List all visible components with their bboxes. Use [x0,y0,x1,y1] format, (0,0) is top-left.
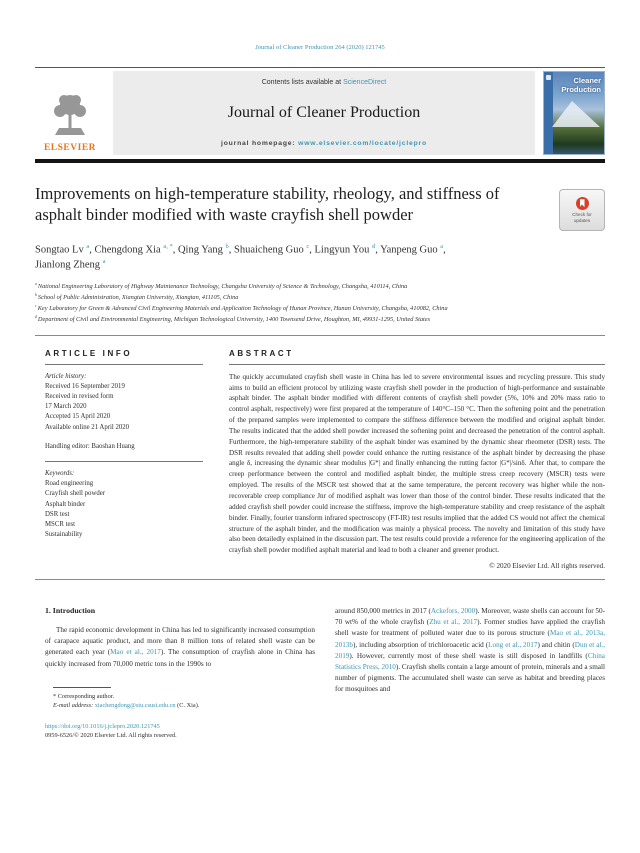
affiliation-line: $^b$ School of Public Administration, Xiangtan University, Xiangtan, 411105, China [35,293,239,302]
bookmark-glyph [580,199,585,207]
issn-copyright-line: 0959-6526/© 2020 Elsevier Ltd. All rights reserved. [45,732,177,739]
keyword-line: Sustainability [45,531,83,539]
keyword-line: Asphalt binder [45,500,86,508]
history-line: Accepted 15 April 2020 [45,413,111,421]
introduction-heading: 1. Introduction [45,606,96,616]
paper-title: Improvements on high-temperature stability, rheology, and stiffness of asphalt binder modified with waste crayfish shell powder [35,184,500,225]
citation-link[interactable]: ScienceDirect [343,79,387,86]
abstract-column [229,349,605,570]
spacer [45,433,203,442]
citation-link[interactable]: China Statistics Press, 2010 [335,651,605,671]
contents-availability-line: Contents lists available at ScienceDirect [261,79,387,86]
elsevier-logo [35,71,105,155]
doi-link[interactable]: https://doi.org/10.1016/j.jclepro.2020.121745 [45,722,160,730]
cover-spine-logo [546,75,551,80]
intro-right-column [335,606,605,740]
journal-homepage-line: journal homepage: www.elsevier.com/locate/jclepro [221,140,427,147]
affiliation-line: $^c$ Key Laboratory for Green & Advanced Civil Engineering Materials and Application Technology of Hunan Province, Hunan University, Changsha, 410082, China [35,304,448,313]
citation-link[interactable]: Zhu et al., 2017 [429,618,478,627]
masthead-center [113,71,535,155]
journal-citation: Journal of Cleaner Production 264 (2020) 121745 [255,44,385,51]
history-line: Received 16 September 2019 [45,382,125,390]
author-list: Songtao Lv $^a$, Chengdong Xia $^{a, *}$, Qing Yang $^b$, Shuaicheng Guo $^c$, Lingyun You $^d$, Yanpeng Guo $^a$, Jianlong Zheng $^a$ [35,243,446,271]
intro-paragraph-left: The rapid economic development in China has led to significantly increased consumption of carapace aquatic product, and more than 8 million tons of related shell waste can be generated each year (Mao et al., 2017). The consumption of crayfish alone in China has quickly increased from 70,000 metric tons in the 1990s to [45,626,315,668]
cover-title-line2: Production [561,84,601,94]
corresponding-author-line: * Corresponding author. [53,692,115,700]
history-line: Received in revised form [45,393,114,401]
cover-title-line1: Cleaner [573,76,601,85]
top-divider [35,67,605,68]
history-label: Article history: [45,372,87,380]
citation-link[interactable]: Long et al., 2017 [488,640,538,649]
keywords-rule [45,461,203,462]
article-info-column [45,349,203,570]
keyword-line: MSCR test [45,520,76,528]
email-line: E-mail address: xiachengdong@stu.csust.edu.cn (C. Xia). [53,702,200,710]
cover-title [561,77,601,94]
citation-link[interactable]: xiachengdong@stu.csust.edu.cn [94,702,176,710]
copyright-line: © 2020 Elsevier Ltd. All rights reserved. [489,562,605,571]
keyword-line: Crayfish shell powder [45,490,106,498]
keywords-label: Keywords: [45,470,75,478]
abstract-rule [229,364,605,365]
affiliations [35,281,605,324]
introduction-section [35,606,605,740]
affiliation-line: $^d$ Department of Civil and Environmental Engineering, Michigan Technological University, 1400 Townsend Drive, Houghton, MI, 49931-1295, United States [35,314,431,323]
masthead-bottom-bar [35,159,605,163]
history-line: 17 March 2020 [45,403,87,411]
journal-masthead [35,71,605,155]
keywords-list [45,479,203,540]
intro-left-column [45,606,315,740]
citation-link[interactable]: Dun et al., 2019 [335,640,605,660]
history-list [45,382,203,433]
elsevier-wordmark: ELSEVIER [43,143,97,153]
journal-cover-thumbnail[interactable] [543,71,605,155]
spacer [45,452,203,461]
handling-editor-line: Handling editor: Baoshan Huang [45,442,135,450]
article-info-heading: ARTICLE INFO [45,348,133,358]
abstract-text: The quickly accumulated crayfish shell waste in China has led to severe environmental issues and recycling pressure. This study aims to build an efficient protocol by utilizing waste crayfish shell powder in the production of high-performance and sustainable asphalt binder. The asphalt binder modified with different contents of crayfish shell powder (5%, 10% and 20% mass ratio to control asphalt, respectively) were first prepared at the temperature of 140°C–150 °C. Then the softening point and the penetration of the prepared samples were implemented to compare the stiffness difference between the modified and original asphalt binder. The results indicated that the added shell powder increased the softening point and decreased the penetration of the control asphalt. Furthermore, the high-temperature stability of the asphalt binder was examined by the dynamic shear rheometer (DSR) tests. The DSR results revealed that adding shell powder could enhance the rutting resistance of the asphalt binder by decreasing the phase angle δ, increasing the dynamic shear modulus |G*| and finally enhancing the rutting factor |G*|/sinδ. After that, to compare the creep performance between the control and modified asphalt binder, the multiple stress creep recovery (MSCR) tests were employed. The results of the MSCR test showed that at the same temperature, the percent recovery was higher while the non-recoverable creep compliance Jnr of modified asphalt was lower than those of the control binder. These results indicated that the added crayfish shell powder could increase the stiffness, improve the high-temperature stability and creep resistance of the asphalt binder. Finally, fourier transform infrared spectroscopy (FT-IR) test results implied that the added CS would not affect the chemical structure of the asphalt binder, and the modification was mainly a physical process. The novelty and limitation of this study have also been detailedly explained in the discussion part. The test results could provide a reference for the engineering application of the crayfish shell powder modified asphalt material and lead to both a cleaner and greener product. [229,372,605,555]
keyword-line: Road engineering [45,480,94,488]
cover-mountain-art [552,101,600,127]
footnote-divider [53,687,111,688]
info-top-divider [35,335,605,336]
citation-link[interactable]: Mao et al., 2013a, 2013b [335,629,605,649]
journal-title: Journal of Cleaner Production [227,104,421,121]
keyword-line: DSR test [45,510,70,518]
abstract-heading: ABSTRACT [229,348,294,358]
footer-block [45,722,315,741]
affiliation-line: $^a$ National Engineering Laboratory of Highway Maintenance Technology, Changsha University of Science & Technology, Changsha, 410114, China [35,282,408,291]
history-line: Available online 21 April 2020 [45,423,130,431]
check-for-updates-badge[interactable] [559,189,605,231]
info-bottom-divider [35,579,605,580]
crossmark-icon [576,197,589,210]
elsevier-tree-icon [49,92,91,142]
check-for-updates-label: Check for updates [572,211,592,223]
intro-paragraph-right: around 850,000 metrics in 2017 (Ackefors, 2000). Moreover, waste shells can account for 50-70 wt% of the whole crayfish (Zhu et al., 2017). Former studies have applied the crayfish shell waste for treatment of polluted water due to its porous structure (Mao et al., 2013a, 2013b), including absorption of trichloroacetic acid (Long et al., 2017) and chitin (Dun et al., 2019). However, currently most of these shell waste is still disposed in landfills (China Statistics Press, 2010). Crayfish shells contain a large amount of protein, minerals and a small number of pigments. The accumulated shell waste can serve as habitat and breeding places for mosquitoes and [335,607,606,694]
citation-link[interactable]: Ackefors, 2000 [430,607,476,616]
article-info-rule [45,364,203,365]
citation-link[interactable]: www.elsevier.com/locate/jclepro [298,140,427,147]
info-abstract-section [35,349,605,570]
title-row [35,183,605,231]
footnote-block [45,687,315,711]
citation-link[interactable]: Mao et al., 2017 [110,648,161,657]
